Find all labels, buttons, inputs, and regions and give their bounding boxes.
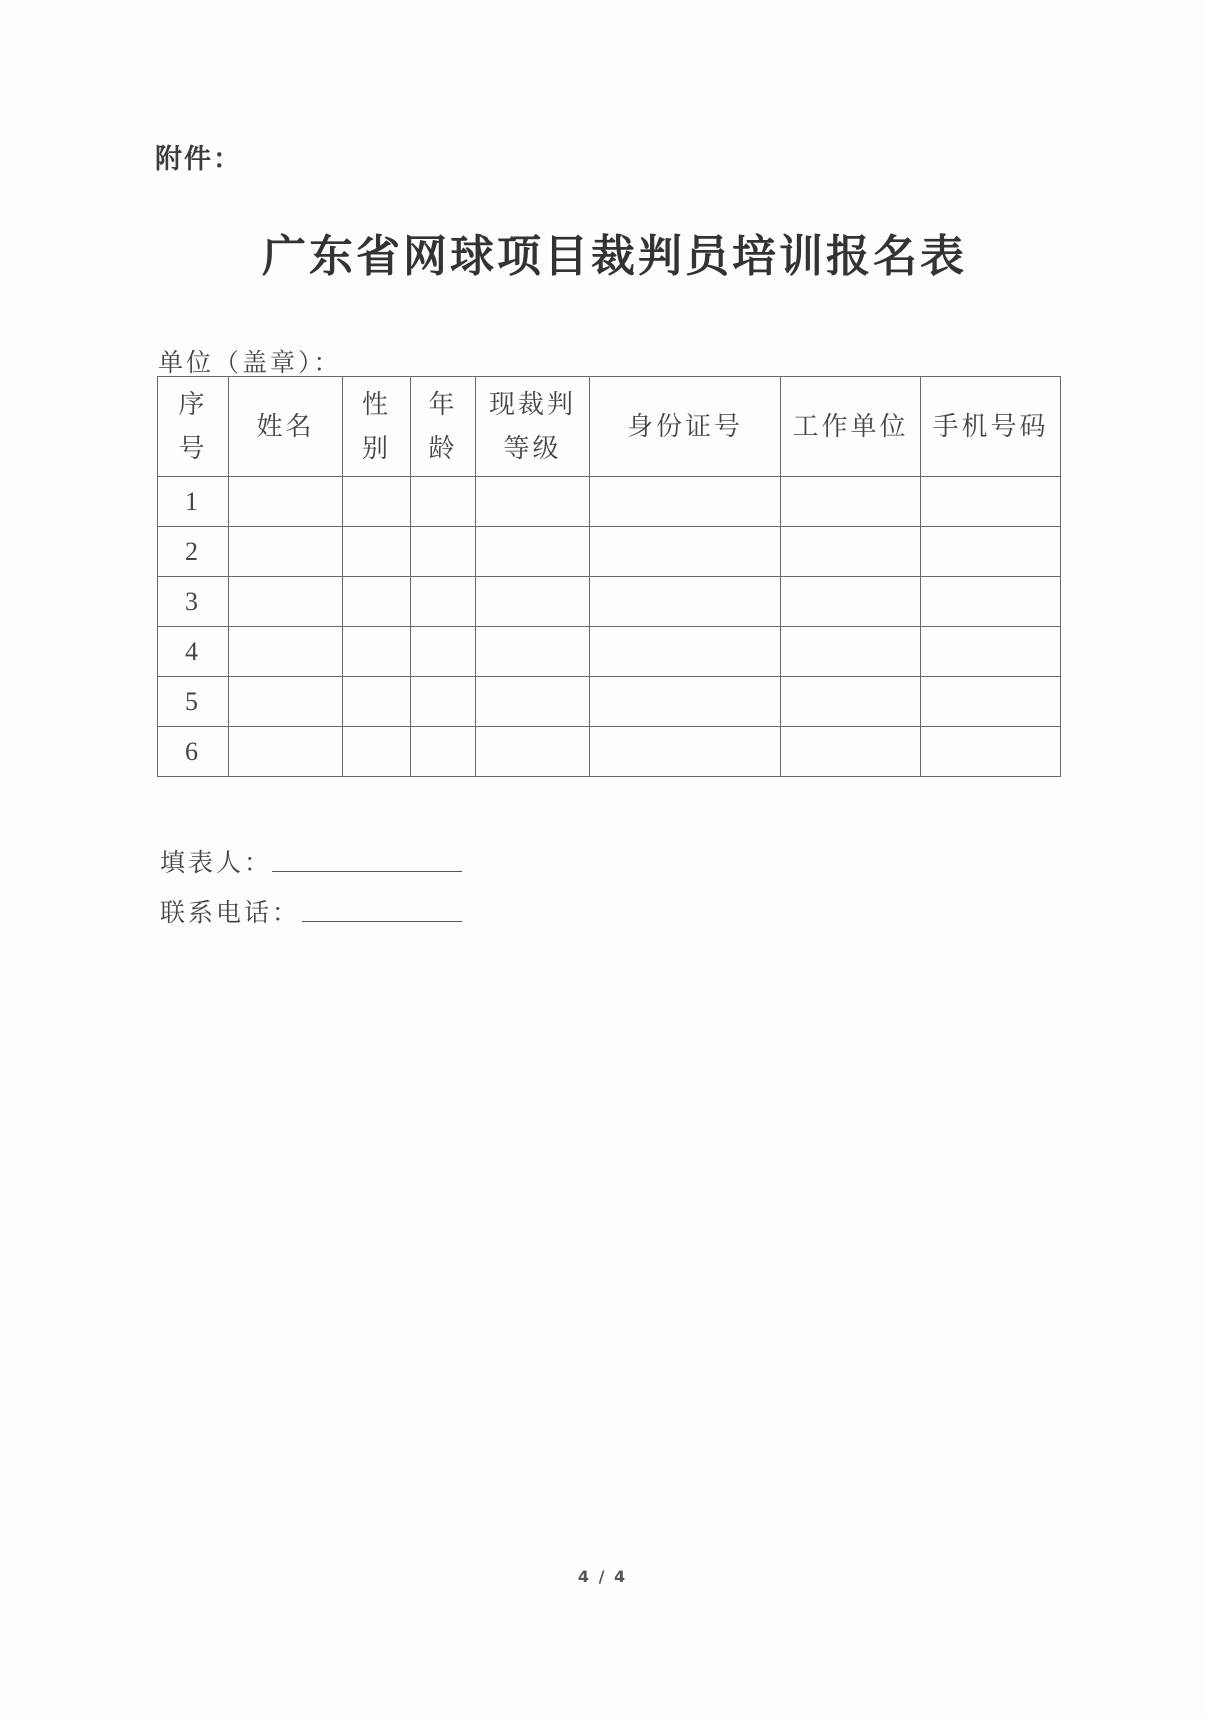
cell-age[interactable] [411,627,476,677]
cell-phone[interactable] [921,527,1061,577]
cell-name[interactable] [229,527,343,577]
filler-underline[interactable] [272,871,462,872]
header-referee-level [476,377,590,477]
cell-name[interactable] [229,477,343,527]
cell-id-number[interactable] [590,577,781,627]
header-gender-line1: 性 [361,389,391,420]
header-seq-line2: 号 [178,433,208,464]
page-number: 4 / 4 [577,1567,628,1586]
header-level-line2: 等级 [503,433,562,464]
cell-age[interactable] [411,727,476,777]
cell-workplace[interactable] [781,477,921,527]
cell-id-number[interactable] [590,627,781,677]
header-age-line1: 年 [428,389,458,420]
header-level-line1: 现裁判 [488,389,576,420]
row-seq: 1 [158,477,229,527]
cell-phone[interactable] [921,627,1061,677]
cell-referee-level[interactable] [476,527,590,577]
cell-phone[interactable] [921,727,1061,777]
cell-gender[interactable] [343,727,411,777]
header-age-line2: 龄 [428,433,458,464]
cell-name[interactable] [229,577,343,627]
cell-id-number[interactable] [590,677,781,727]
cell-id-number[interactable] [590,527,781,577]
contact-phone-label: 联系电话： [160,898,301,927]
header-name: 姓名 [229,377,343,477]
header-phone: 手机号码 [921,377,1061,477]
row-seq: 2 [158,527,229,577]
table-row [158,727,1061,777]
header-seq-line1: 序 [178,389,208,420]
row-seq: 3 [158,577,229,627]
cell-name[interactable] [229,677,343,727]
cell-referee-level[interactable] [476,727,590,777]
cell-gender[interactable] [343,527,411,577]
cell-age[interactable] [411,677,476,727]
table-row [158,677,1061,727]
header-seq [158,377,229,477]
table-header-row [158,377,1061,477]
table-row [158,627,1061,677]
attachment-label: 附件： [155,144,242,175]
cell-gender[interactable] [343,477,411,527]
cell-phone[interactable] [921,577,1061,627]
table-row [158,477,1061,527]
row-seq: 5 [158,677,229,727]
cell-workplace[interactable] [781,677,921,727]
cell-workplace[interactable] [781,627,921,677]
cell-name[interactable] [229,627,343,677]
table-row [158,577,1061,627]
unit-stamp-label: 单位（盖章）： [158,348,342,377]
cell-name[interactable] [229,727,343,777]
cell-gender[interactable] [343,577,411,627]
cell-gender[interactable] [343,627,411,677]
cell-id-number[interactable] [590,477,781,527]
header-gender [343,377,411,477]
filler-label: 填表人： [160,848,273,877]
cell-phone[interactable] [921,477,1061,527]
cell-referee-level[interactable] [476,627,590,677]
header-gender-line2: 别 [361,433,391,464]
cell-workplace[interactable] [781,727,921,777]
cell-workplace[interactable] [781,577,921,627]
cell-workplace[interactable] [781,527,921,577]
contact-phone-underline[interactable] [302,921,462,922]
registration-table [157,376,1061,777]
cell-referee-level[interactable] [476,477,590,527]
page-title: 广东省网球项目裁判员培训报名表 [262,231,967,282]
cell-age[interactable] [411,527,476,577]
row-seq: 6 [158,727,229,777]
cell-id-number[interactable] [590,727,781,777]
cell-phone[interactable] [921,677,1061,727]
header-workplace: 工作单位 [781,377,921,477]
cell-age[interactable] [411,577,476,627]
cell-referee-level[interactable] [476,677,590,727]
table-row [158,527,1061,577]
cell-referee-level[interactable] [476,577,590,627]
row-seq: 4 [158,627,229,677]
cell-age[interactable] [411,477,476,527]
header-id-number: 身份证号 [590,377,781,477]
header-age [411,377,476,477]
cell-gender[interactable] [343,677,411,727]
